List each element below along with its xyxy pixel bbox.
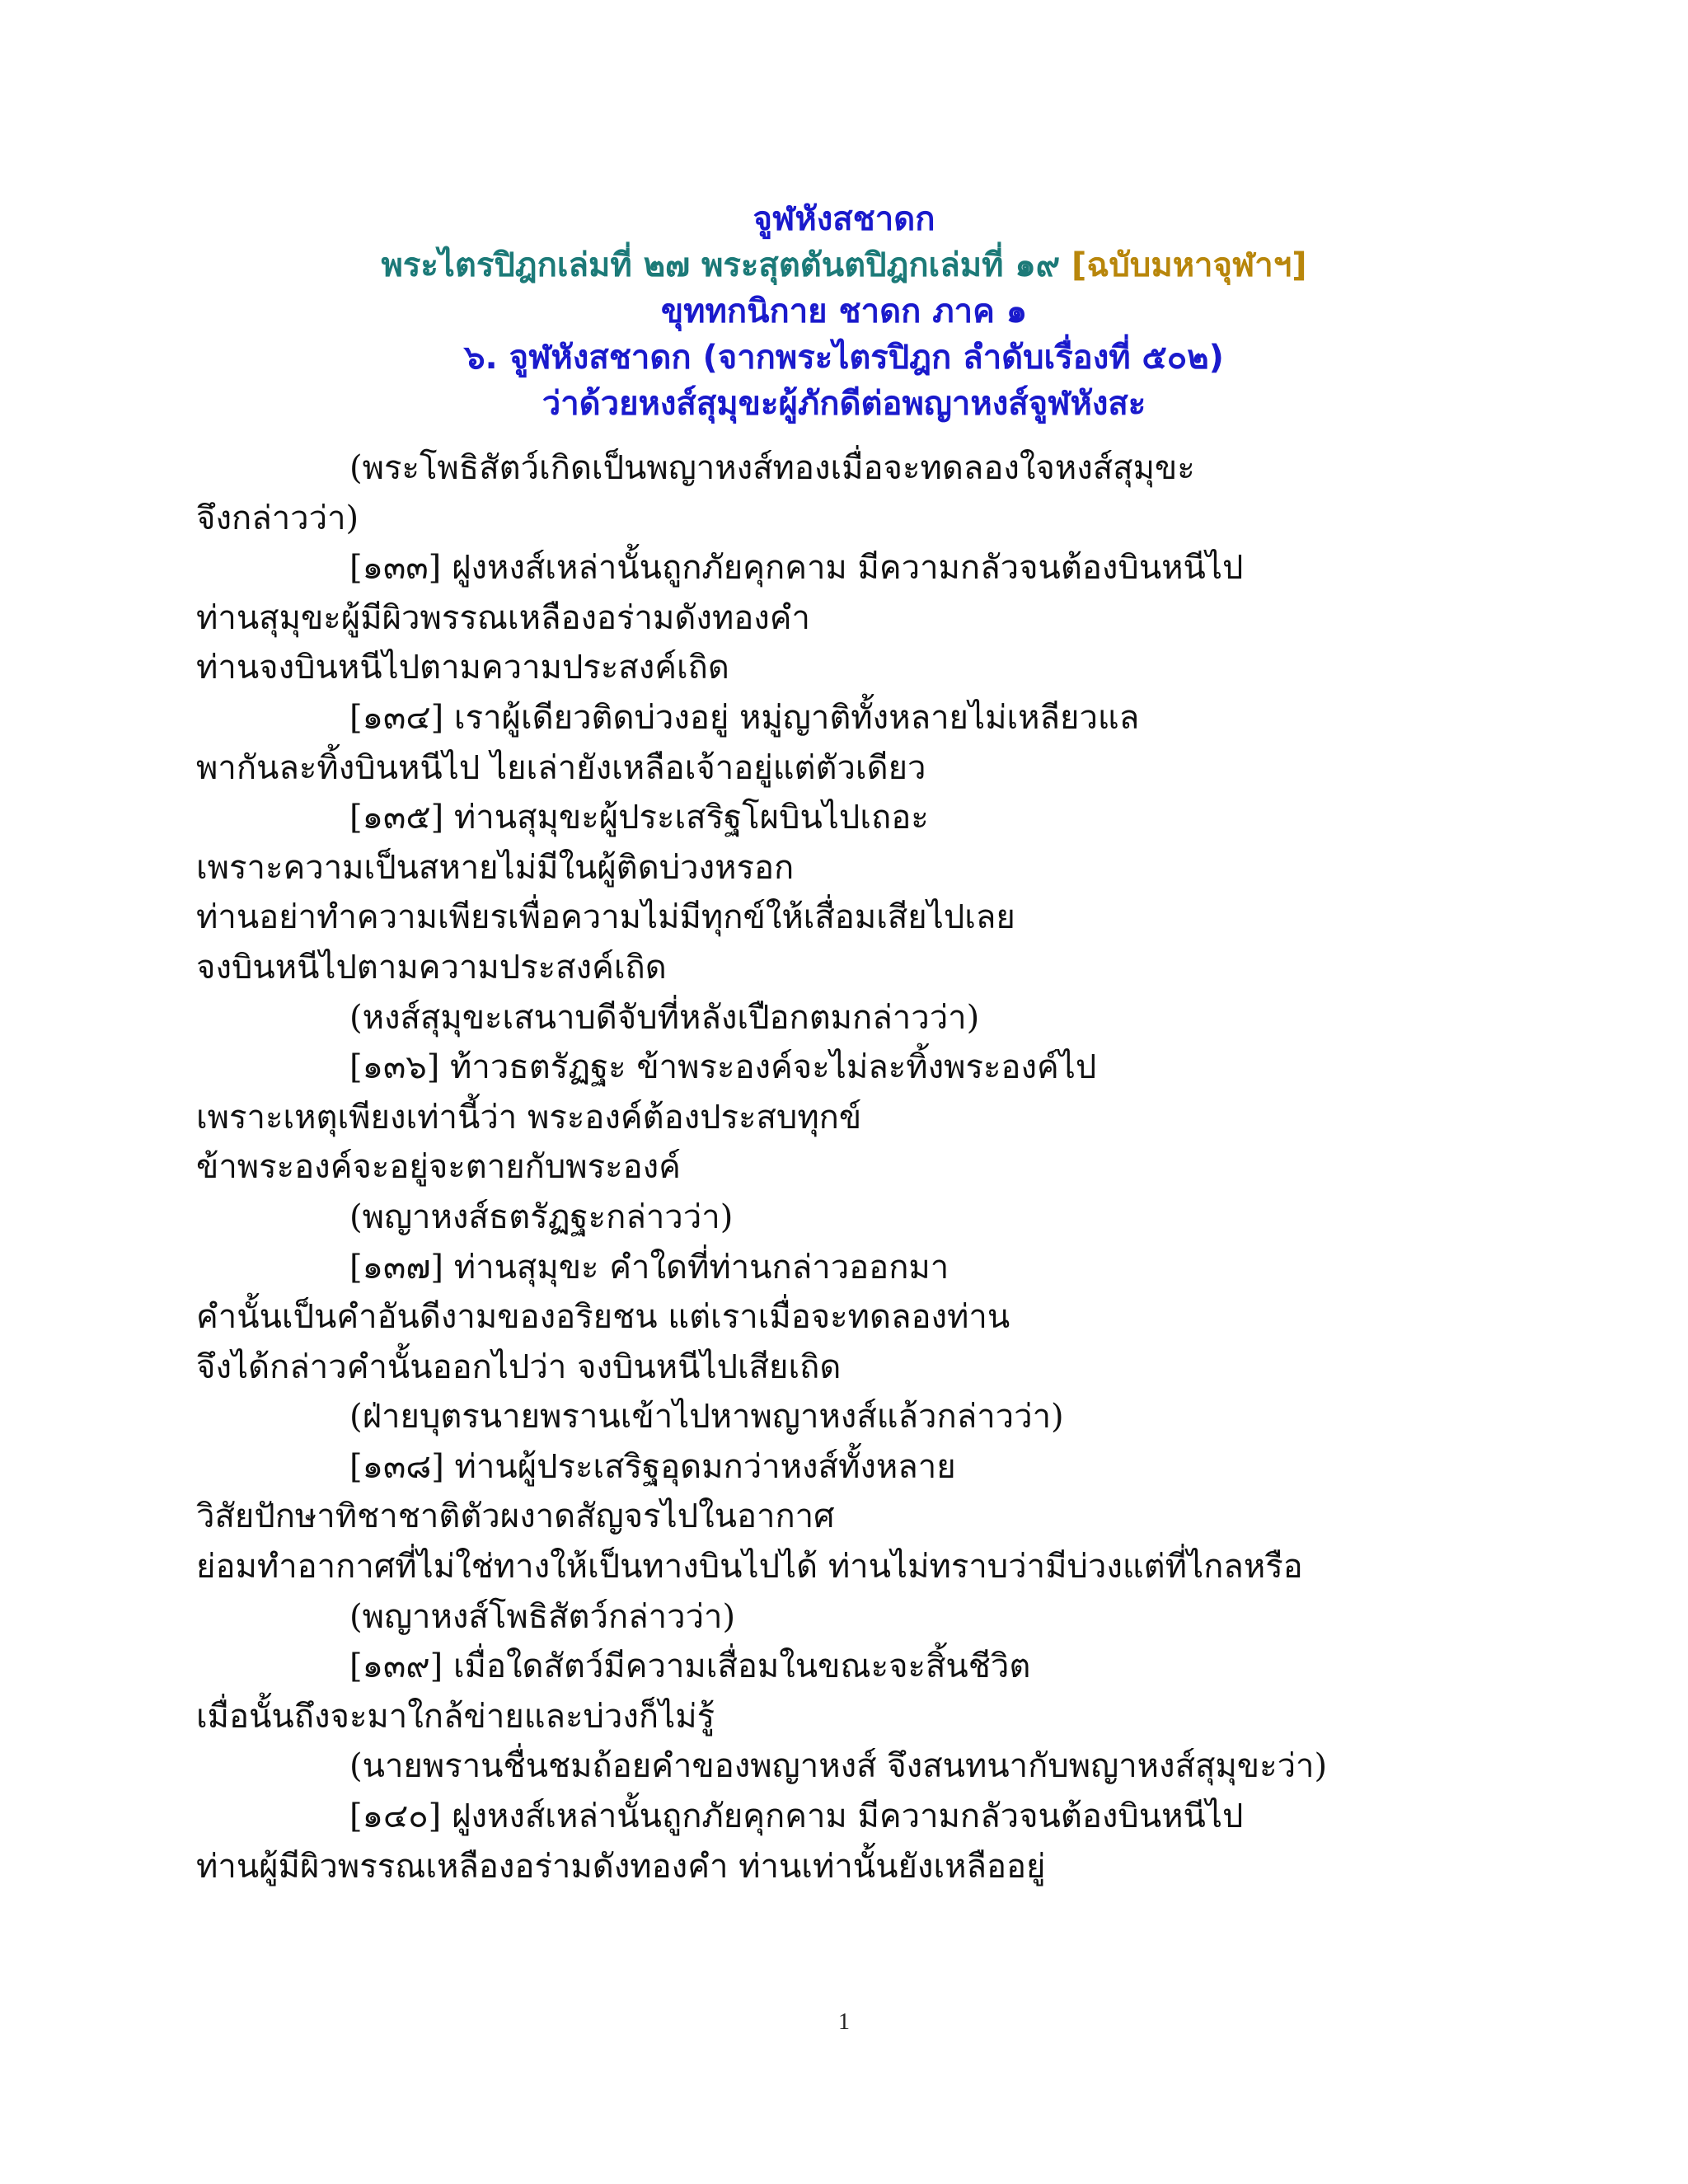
text-line: [๑๓๔] เราผู้เดียวติดบ่วงอยู่ หมู่ญาติทั้งหลายไม่เหลียวแล <box>349 698 1140 737</box>
text-line: วิสัยปักษาทิชาชาติตัวผงาดสัญจรไปในอากาศ <box>196 1497 835 1536</box>
text-line: [๑๓๕] ท่านสุมุขะผู้ประเสริฐโผบินไปเถอะ <box>349 799 929 837</box>
text-line: [๑๓๙] เมื่อใดสัตว์มีความเสื่อมในขณะจะสิ้นชีวิต <box>349 1647 1031 1686</box>
text-line: จึงกล่าวว่า) <box>196 499 359 537</box>
page-number: 1 <box>838 2009 850 2035</box>
volume-title-main: พระไตรปิฎกเล่มที่ ๒๗ พระสุตตันตปิฎกเล่มที่ ๑๙ <box>381 246 1072 284</box>
text-line: (พญาหงส์โพธิสัตว์กล่าวว่า) <box>349 1597 736 1636</box>
text-line: (หงส์สุมุขะเสนาบดีจับที่หลังเปือกตมกล่าวว่า) <box>349 998 980 1037</box>
text-line: ท่านสุมุขะผู้มีผิวพรรณเหลืองอร่ามดังทองคำ <box>196 598 811 637</box>
text-line: ท่านอย่าทำความเพียรเพื่อความไม่มีทุกข์ให้เสื่อมเสียไปเลย <box>196 898 1015 937</box>
text-line: เมื่อนั้นถึงจะมาใกล้ข่ายและบ่วงก็ไม่รู้ <box>196 1697 715 1736</box>
text-line: [๑๔๐] ฝูงหงส์เหล่านั้นถูกภัยคุกคาม มีความกลัวจนต้องบินหนีไป <box>349 1797 1244 1836</box>
collection-title: ขุททกนิกาย ชาดก ภาค ๑ <box>660 293 1028 330</box>
text-line: เพราะความเป็นสหายไม่มีในผู้ติดบ่วงหรอก <box>196 848 795 887</box>
text-line: [๑๓๘] ท่านผู้ประเสริฐอุดมกว่าหงส์ทั้งหลาย <box>349 1447 956 1486</box>
text-line: จึงได้กล่าวคำนั้นออกไปว่า จงบินหนีไปเสียเถิด <box>196 1347 842 1386</box>
text-line: [๑๓๓] ฝูงหงส์เหล่านั้นถูกภัยคุกคาม มีความกลัวจนต้องบินหนีไป <box>349 549 1244 588</box>
volume-title <box>0 242 1688 288</box>
text-line: [๑๓๖] ท้าวธตรัฏฐะ ข้าพระองค์จะไม่ละทิ้งพระองค์ไป <box>349 1048 1097 1087</box>
text-line: (นายพรานชื่นชมถ้อยคำของพญาหงส์ จึงสนทนากับพญาหงส์สุมุขะว่า) <box>349 1747 1328 1786</box>
text-line: (พระโพธิสัตว์เกิดเป็นพญาหงส์ทองเมื่อจะทดลองใจหงส์สุมุขะ <box>349 449 1195 487</box>
text-line: เพราะเหตุเพียงเท่านี้ว่า พระองค์ต้องประสบทุกข์ <box>196 1098 862 1137</box>
story-title: จูฬหังสชาดก <box>753 200 935 238</box>
text-line: จงบินหนีไปตามความประสงค์เถิด <box>196 948 667 987</box>
text-line: พากันละทิ้งบินหนีไป ไยเล่ายังเหลือเจ้าอยู่แต่ตัวเดียว <box>196 748 926 787</box>
text-line: ท่านจงบินหนีไปตามความประสงค์เถิด <box>196 649 729 687</box>
body-text <box>196 443 1515 1891</box>
text-line: (พญาหงส์ธตรัฏฐะกล่าวว่า) <box>349 1197 734 1236</box>
text-line: ท่านผู้มีผิวพรรณเหลืองอร่ามดังทองคำ ท่านเท่านั้นยังเหลืออยู่ <box>196 1847 1046 1886</box>
text-line: คำนั้นเป็นคำอันดีงามของอริยชน แต่เราเมื่อจะทดลองท่าน <box>196 1298 1010 1337</box>
chapter-title: ๖. จูฬหังสชาดก (จากพระไตรปิฎก ลำดับเรื่องที่ ๕๐๒) <box>464 339 1224 377</box>
text-line: ย่อมทำอากาศที่ไม่ใช่ทางให้เป็นทางบินไปได้ ท่านไม่ทราบว่ามีบ่วงแต่ที่ไกลหรือ <box>196 1548 1303 1586</box>
chapter-subtitle: ว่าด้วยหงส์สุมุขะผู้ภักดีต่อพญาหงส์จูฬหังสะ <box>542 385 1146 423</box>
text-line: (ฝ่ายบุตรนายพรานเข้าไปหาพญาหงส์แล้วกล่าวว่า) <box>349 1398 1064 1436</box>
text-line: [๑๓๗] ท่านสุมุขะ คำใดที่ท่านกล่าวออกมา <box>349 1248 950 1286</box>
text-line: ข้าพระองค์จะอยู่จะตายกับพระองค์ <box>196 1148 681 1187</box>
edition-label: [ฉบับมหาจุฬาฯ] <box>1071 246 1307 284</box>
document-header <box>0 196 1688 427</box>
